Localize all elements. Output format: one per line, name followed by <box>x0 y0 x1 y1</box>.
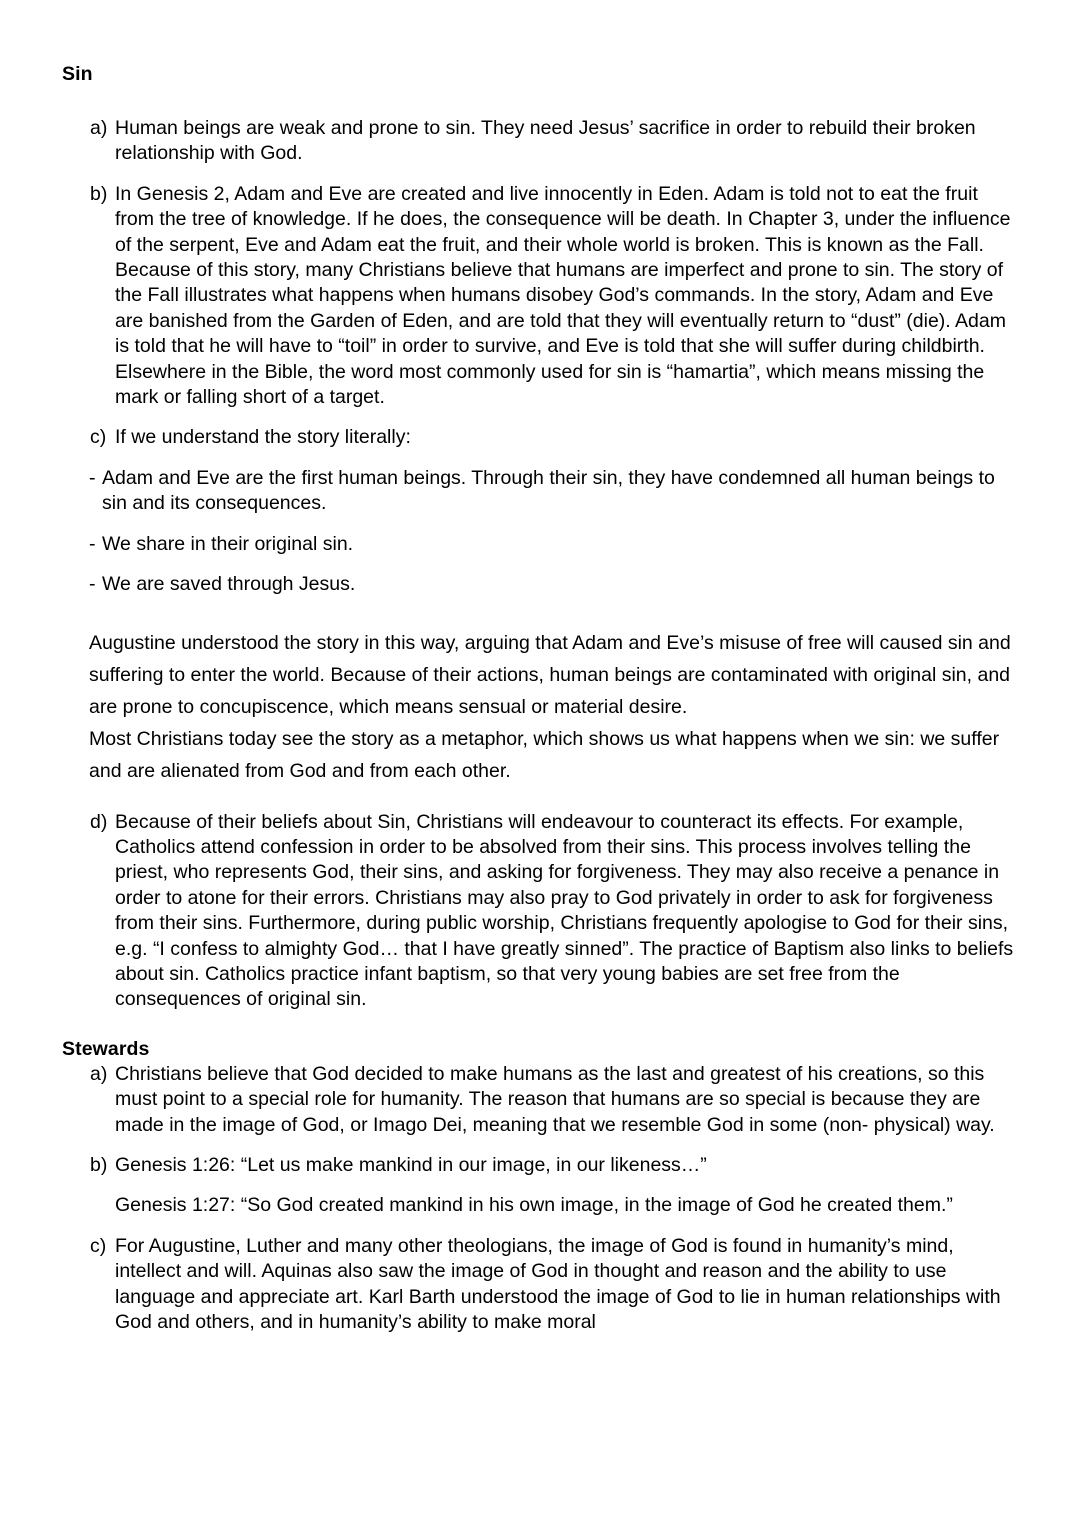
list-item-text: Adam and Eve are the first human beings. Through their sin, they have condemned all human beings to sin and its consequences. <box>102 466 995 515</box>
list-item-text: Because of their beliefs about Sin, Christians will endeavour to counteract its effects. For example, Catholics attend confession in order to be absolved from their sins. This process involves telling the priest, who represents God, their sins, and asking for forgiveness. They may also receive a penance in order to atone for their errors. Christians may also pray to God privately in order to ask for forgiveness from their sins. Furthermore, during public worship, Christians frequently apologise to God for their sins, e.g. “I confess to almighty God… that I have greatly sinned”. The practice of Baptism also links to beliefs about sin. Catholics practice infant baptism, so that very young babies are set free from the consequences of original sin. <box>115 810 1014 1011</box>
list-item <box>62 425 1018 450</box>
list-marker: b) <box>90 1153 108 1176</box>
list-item <box>62 810 1018 1013</box>
spacer <box>62 787 1018 810</box>
spacer <box>62 613 1018 627</box>
list-item <box>62 116 1018 167</box>
list-item-text: Christians believe that God decided to make humans as the last and greatest of his creations, so this must point to a special role for humanity. The reason that humans are so special is because they are made in the image of God, or Imago Dei, meaning that we resemble God in some (non- physical) way. <box>115 1062 995 1136</box>
list-item <box>62 1153 1018 1219</box>
list-item <box>62 532 1018 557</box>
list-marker: c) <box>90 426 107 449</box>
list-item <box>62 572 1018 597</box>
list-marker: b) <box>90 182 108 205</box>
list-item-text: Human beings are weak and prone to sin. They need Jesus’ sacrifice in order to rebuild their broken relationship with God. <box>115 117 976 165</box>
list-item <box>62 1062 1018 1138</box>
stewards-list <box>62 1062 1018 1336</box>
paragraph-metaphor: Most Christians today see the story as a metaphor, which shows us what happens when we sin: we suffer and are alienated from God and from each other. <box>89 727 1000 782</box>
list-marker: d) <box>90 810 108 833</box>
section-heading-sin: Sin <box>62 63 93 85</box>
genesis-127-quote: Genesis 1:27: “So God created mankind in his own image, in the image of God he created them.” <box>115 1194 953 1217</box>
list-item-text: For Augustine, Luther and many other theologians, the image of God is found in humanity’s mind, intellect and will. Aquinas also saw the image of God in thought and reason and the ability to use language and appreciate art. Karl Barth understood the image of God to lie in human relationships with God and others, and in humanity’s ability to make moral <box>115 1234 1001 1333</box>
list-marker: - <box>89 573 96 596</box>
list-item-text: If we understand the story literally: <box>115 426 411 449</box>
list-item <box>62 182 1018 411</box>
spacer <box>62 87 1018 116</box>
sin-list-continued <box>62 810 1018 1013</box>
section-heading-stewards: Stewards <box>62 1037 150 1060</box>
list-item-text <box>115 1153 1018 1219</box>
list-marker: a) <box>90 1062 108 1085</box>
list-marker: c) <box>90 1234 107 1257</box>
list-item-text: We share in their original sin. <box>102 532 354 555</box>
sin-list <box>62 116 1018 598</box>
list-item <box>62 1234 1018 1336</box>
list-item-text: In Genesis 2, Adam and Eve are created and live innocently in Eden. Adam is told not to eat the fruit from the tree of knowledge. If he does, the consequence will be death. In Chapter 3, under the influence of the serpent, Eve and Adam eat the fruit, and their whole world is broken. This is known as the Fall. Because of this story, many Christians believe that humans are imperfect and prone to sin. The story of the Fall illustrates what happens when humans disobey God’s commands. In the story, Adam and Eve are banished from the Garden of Eden, and are told that they will eventually return to “dust” (die). Adam is told that he will have to “toil” in order to survive, and Eve is told that she will suffer during childbirth. Elsewhere in the Bible, the word most commonly used for sin is “hamartia”, which means missing the mark or falling short of a target. <box>115 182 1011 409</box>
list-marker: - <box>89 532 96 555</box>
genesis-126-quote: Genesis 1:26: “Let us make mankind in our image, in our likeness…” <box>115 1153 707 1176</box>
list-marker: - <box>89 466 96 489</box>
paragraph-augustine: Augustine understood the story in this way, arguing that Adam and Eve’s misuse of free will caused sin and suffering to enter the world. Because of their actions, human beings are contaminated with original sin, and are prone to concupiscence, which means sensual or material desire. <box>89 631 1011 718</box>
list-marker: a) <box>90 117 108 139</box>
list-item-text: We are saved through Jesus. <box>102 573 356 596</box>
document-body <box>62 62 1018 1335</box>
list-item <box>62 466 1018 517</box>
spacer <box>62 1028 1018 1037</box>
